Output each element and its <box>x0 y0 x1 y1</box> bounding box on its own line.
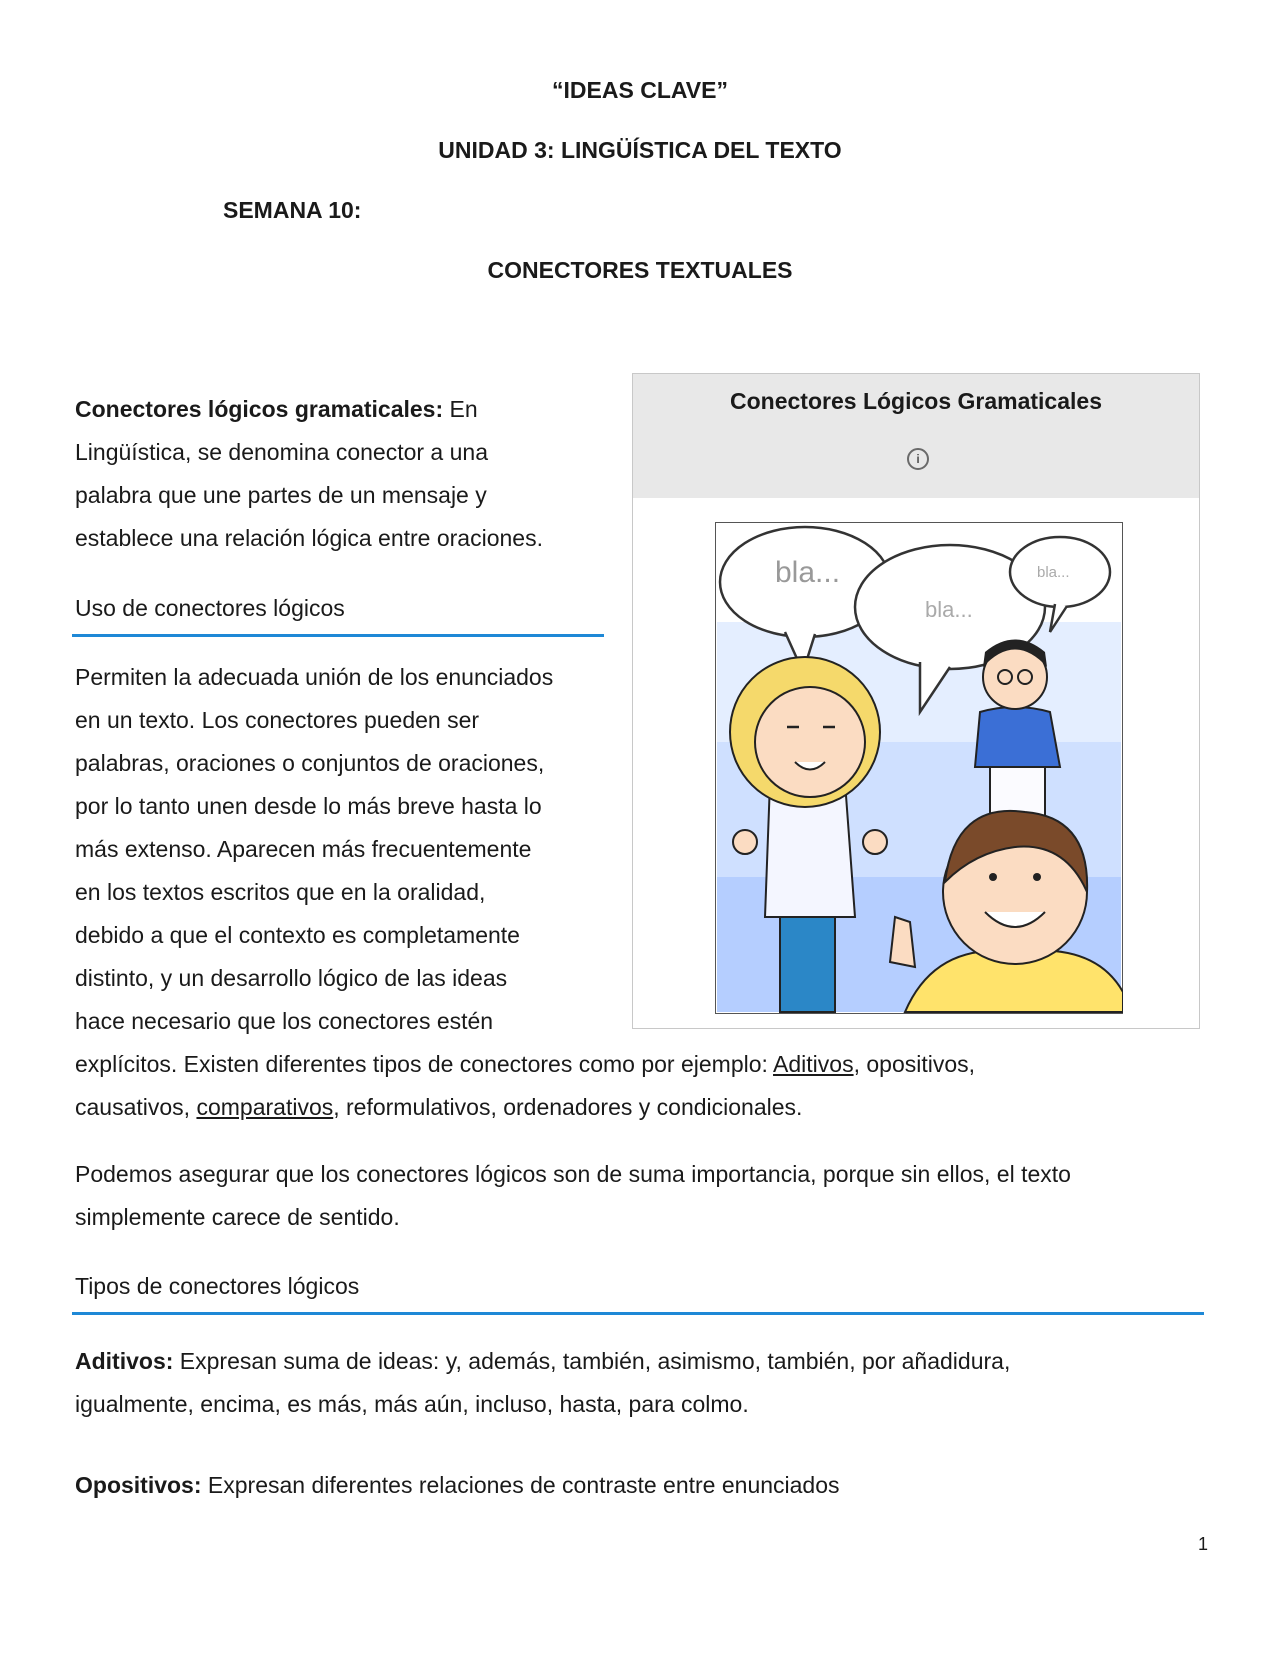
body-line: simplemente carece de sentido. <box>75 1204 400 1230</box>
link-comparativos[interactable]: comparativos <box>196 1094 334 1120</box>
page-number: 1 <box>1198 1534 1209 1554</box>
opositivos-paragraph <box>75 1464 1205 1507</box>
body-line: más extenso. Aparecen más frecuentemente <box>75 836 532 862</box>
tail-text: explícitos. Existen diferentes tipos de conectores como por ejemplo: <box>75 1051 774 1077</box>
figure-title: Conectores Lógicos Gramaticales <box>730 388 1102 414</box>
body-paragraph-1-tail <box>75 1043 1205 1129</box>
opositivos-term: Opositivos: <box>75 1472 202 1498</box>
figure-header <box>633 374 1199 498</box>
aditivos-text: Expresan suma de ideas: y, además, también, asimismo, también, por añadidura, <box>173 1348 1011 1374</box>
aditivos-term: Aditivos: <box>75 1348 174 1374</box>
section-divider <box>72 1312 1204 1315</box>
unit-title: UNIDAD 3: LINGÜÍSTICA DEL TEXTO <box>438 137 842 163</box>
tail-text: , opositivos, <box>853 1051 976 1077</box>
body-line: debido a que el contexto es completamente <box>75 922 520 948</box>
intro-line: establece una relación lógica entre oraciones. <box>75 525 543 551</box>
intro-term: Conectores lógicos gramaticales: <box>75 396 444 422</box>
body-line: en los textos escritos que en la oralidad, <box>75 879 486 905</box>
body-paragraph-2 <box>75 1153 1205 1239</box>
intro-first-rest: En <box>443 396 478 422</box>
info-icon[interactable]: i <box>907 448 929 470</box>
body-line: Podemos asegurar que los conectores lógicos son de suma importancia, porque sin ellos, el texto <box>75 1161 1071 1187</box>
intro-line: Lingüística, se denomina conector a una <box>75 439 488 465</box>
week-label: SEMANA 10: <box>223 197 362 223</box>
aditivos-line-2: igualmente, encima, es más, más aún, incluso, hasta, para colmo. <box>75 1391 749 1417</box>
doc-title: “IDEAS CLAVE” <box>552 77 728 103</box>
body-line: palabras, oraciones o conjuntos de oraciones, <box>75 750 545 776</box>
topic-title: CONECTORES TEXTUALES <box>487 257 793 283</box>
body-paragraph-1 <box>75 656 620 1043</box>
section-heading-tipos: Tipos de conectores lógicos <box>75 1273 360 1299</box>
body-line: hace necesario que los conectores estén <box>75 1008 494 1034</box>
figure-box <box>632 373 1200 1029</box>
figure-illustration <box>715 522 1123 1014</box>
bubble-text: bla... <box>1037 564 1070 581</box>
body-line: distinto, y un desarrollo lógico de las ideas <box>75 965 508 991</box>
body-line: en un texto. Los conectores pueden ser <box>75 707 480 733</box>
section-heading-uso: Uso de conectores lógicos <box>75 595 345 621</box>
tail-text: , reformulativos, ordenadores y condicionales. <box>333 1094 803 1120</box>
section-divider <box>72 634 604 637</box>
intro-paragraph <box>75 388 615 560</box>
opositivos-text: Expresan diferentes relaciones de contraste entre enunciados <box>201 1472 840 1498</box>
body-line: Permiten la adecuada unión de los enunciados <box>75 664 554 690</box>
intro-line: palabra que une partes de un mensaje y <box>75 482 487 508</box>
aditivos-paragraph <box>75 1340 1205 1426</box>
bubble-text: bla... <box>925 597 973 622</box>
tail-text: causativos, <box>75 1094 197 1120</box>
body-line: por lo tanto unen desde lo más breve hasta lo <box>75 793 542 819</box>
bubble-text: bla... <box>775 556 841 589</box>
link-aditivos[interactable]: Aditivos <box>773 1051 854 1077</box>
